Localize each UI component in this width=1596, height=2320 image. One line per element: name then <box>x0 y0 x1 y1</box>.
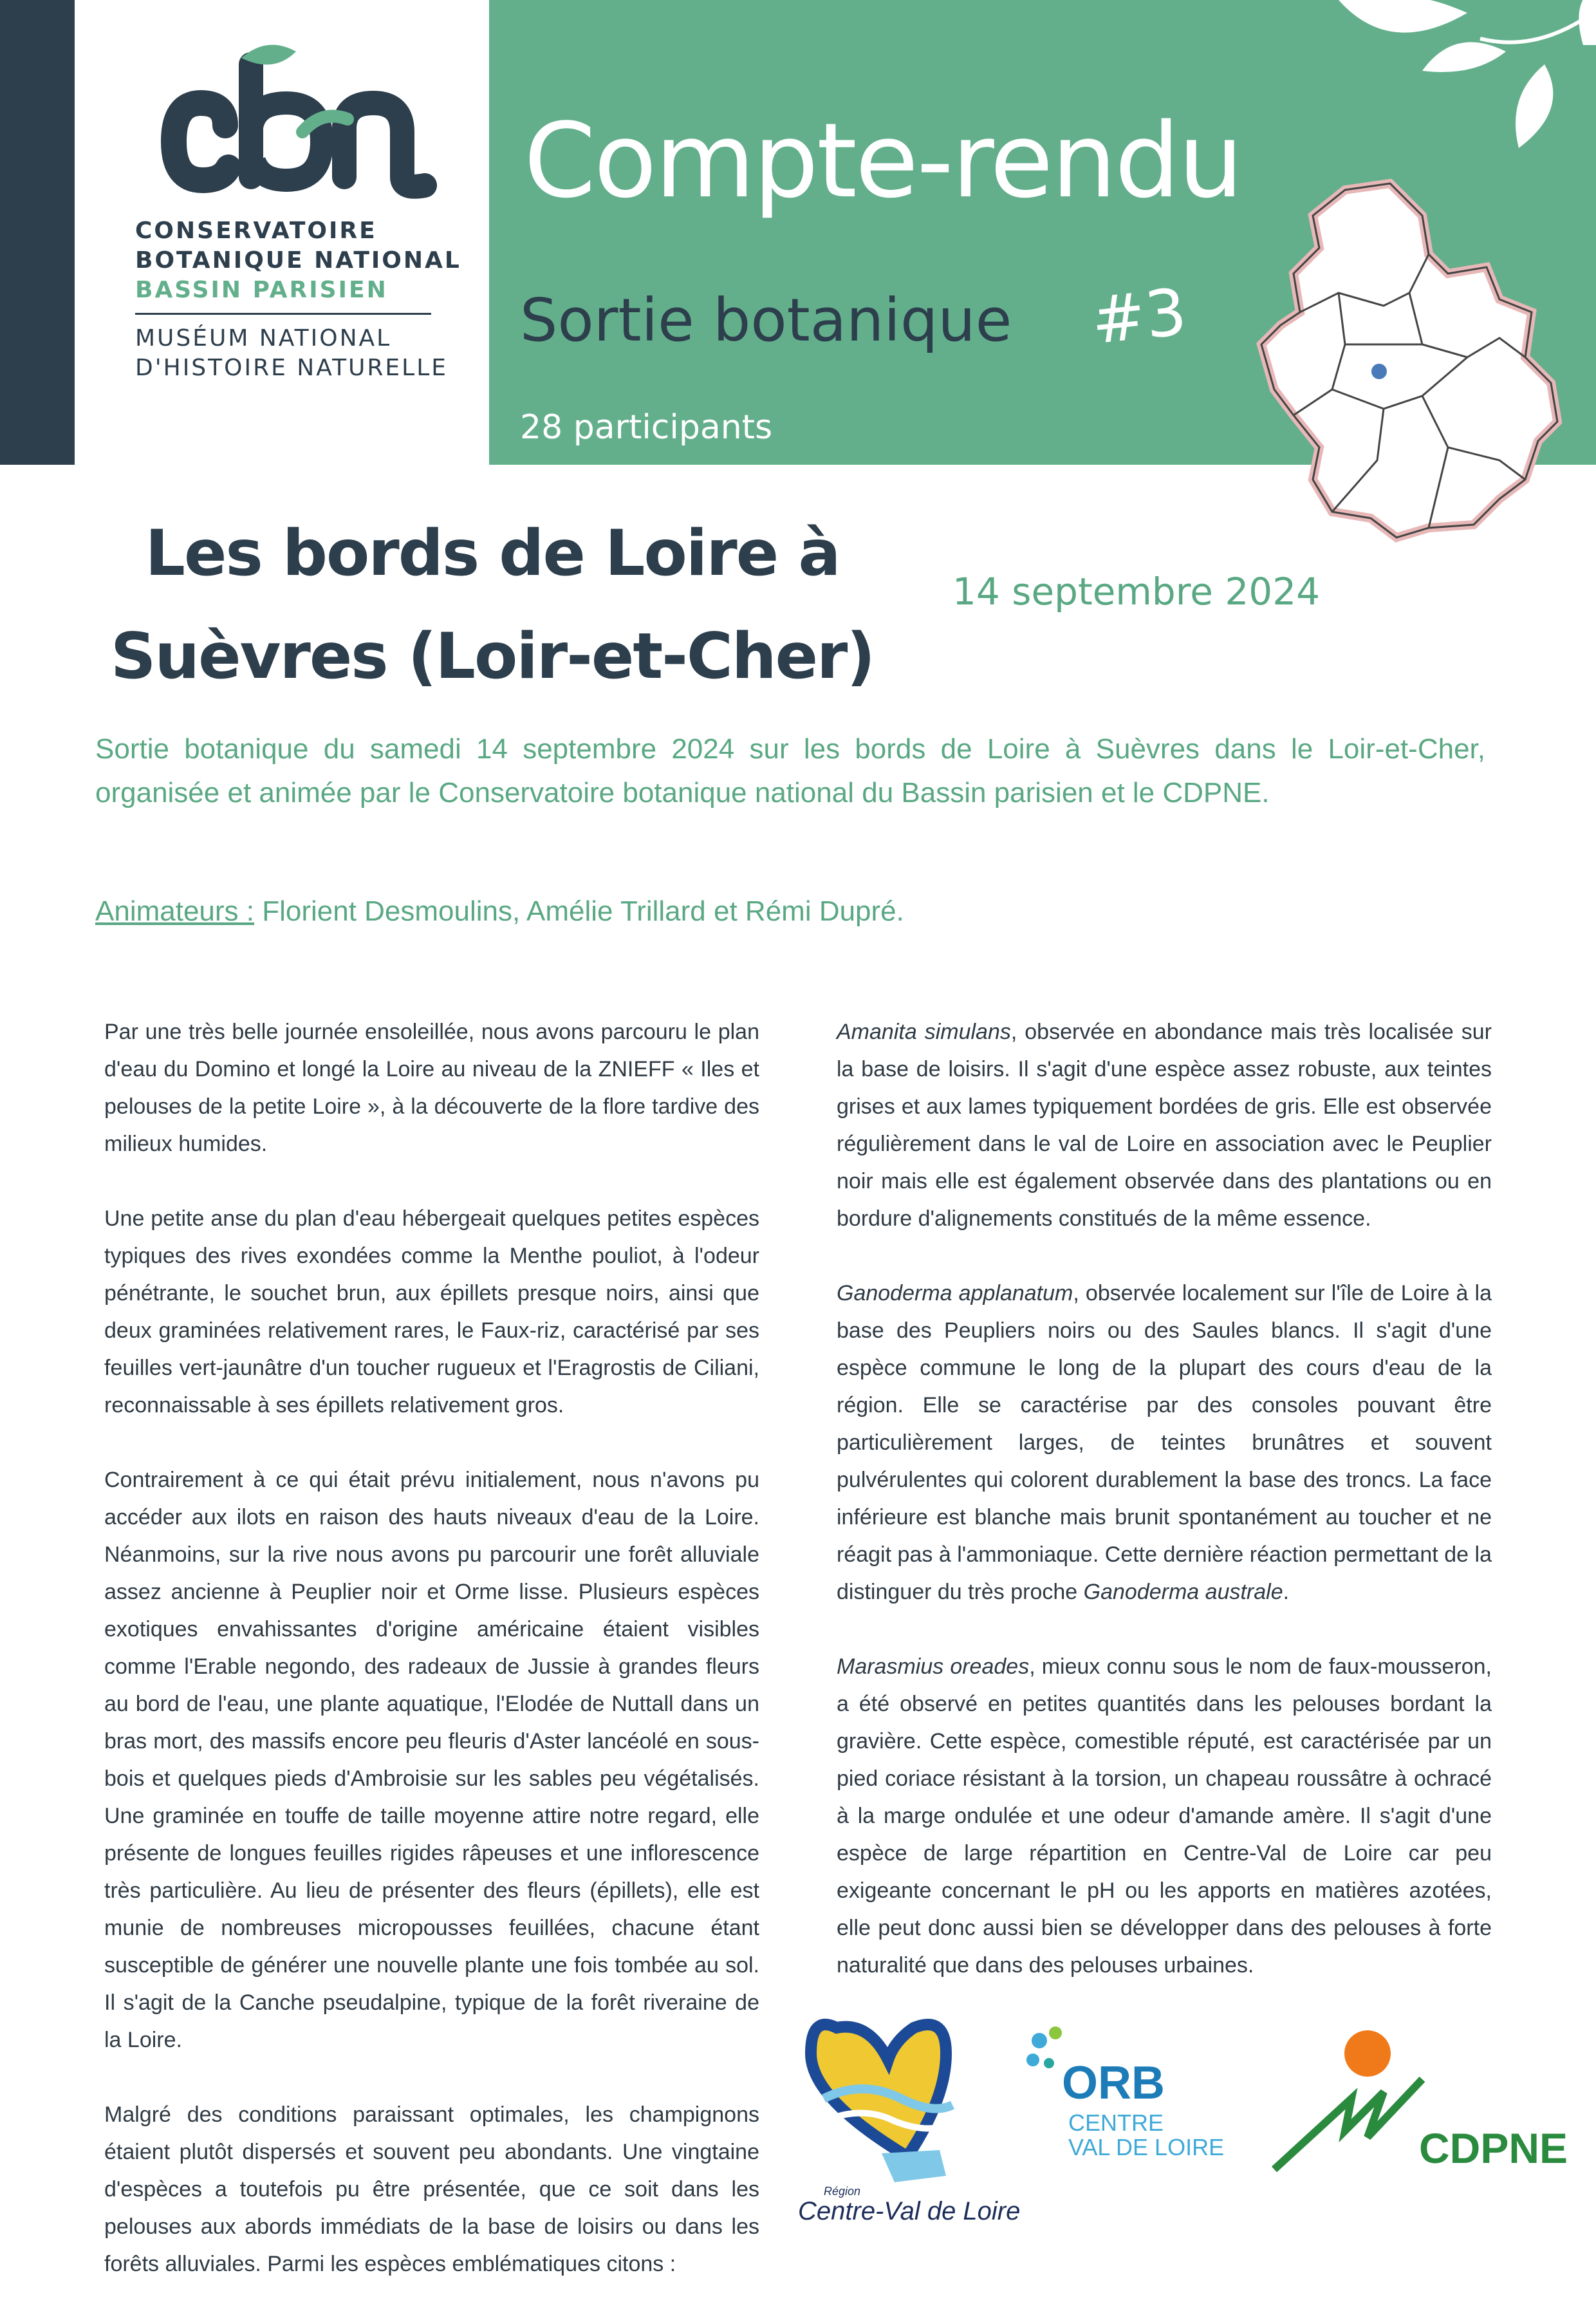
cbn-logo-text <box>135 216 461 383</box>
region-map-icon <box>1255 177 1564 550</box>
paragraph: Contrairement à ce qui était prévu initialement, nous n'avons pu accéder aux ilots en raison des hauts niveaux d'eau de la Loire. Néanmoins, sur la rive nous avons pu parcourir une forêt alluviale assez ancienne à Peuplier noir et Orme lisse. Plusieurs espèces exotiques envahissantes d'origine américaine étaient visibles comme l'Erable negondo, des radeaux de Jussie à grandes fleurs au bord de l'eau, une plante aquatique, l'Elodée de Nuttall dans un bras mort, des massifs encore peu fleuris d'Aster lancéolé en sous-bois et quelques pieds d'Ambroisie sur les sables peu végétalisés. Une graminée en touffe de taille moyenne attire notre regard, elle présente de longues feuilles rigides râpeuses et une inflorescence très particulière. Au lieu de présenter des fleurs (épillets), elle est munie de nombreuses micropousses feuillées, chacune étant susceptible de générer une nouvelle plante une fois tombée au sol. Il s'agit de la Canche pseudalpine, typique de la forêt riveraine de la Loire. <box>104 1468 759 2052</box>
region-label: Centre-Val de Loire <box>798 2197 1021 2225</box>
animators-line <box>95 890 904 933</box>
body-column-right <box>837 1013 1492 2021</box>
region-centre-val-de-loire-logo-icon <box>798 2025 1020 2225</box>
orb-title: ORB <box>1062 2057 1165 2109</box>
animators-label: Animateurs : <box>95 895 254 927</box>
header-dark-bar <box>0 0 75 465</box>
species-text: , observée en abondance mais très localisée sur la base de loisirs. Il s'agit d'une espèce assez robuste, aux teintes grises et aux lames typiquement bordées de gris. Elle est observée régulièrement dans le val de Loire en association avec le Peuplier noir mais elle est également observée dans des plantations ou en bordure d'alignements constitués de la même essence. <box>837 1020 1492 1231</box>
cdpne-logo-icon <box>1274 2030 1568 2172</box>
species-text: , mieux connu sous le nom de faux-mousseron, a été observé en petites quantités dans les pelouses bordant la gravière. Cette espèce, comestible réputé, est caractérisée par un pied coriace résistant à la torsion, un chapeau roussâtre à ochracé à la marge ondulée et une odeur d'amande amère. Il s'agit d'une espèce de large répartition en Centre-Val de Loire car peu exigeante concernant le pH ou les apports en matières azotées, elle peut donc aussi bien se développer dans des pelouses à forte naturalité que dans des pelouses urbaines. <box>837 1654 1492 1978</box>
paragraph: Une petite anse du plan d'eau hébergeait quelques petites espèces typiques des rives exondées comme la Menthe pouliot, à l'odeur pénétrante, le souchet brun, aux épillets presque noirs, ainsi que deux graminées relativement rares, le Faux-riz, caractérisé par ses feuilles vert-jaunâtre d'un toucher rugueux et l'Eragrostis de Ciliani, reconnaissable à ses épillets relativement gros. <box>104 1206 759 1417</box>
page-subtitle: Sortie botanique <box>520 286 1012 355</box>
paragraph <box>837 1648 1492 1984</box>
logo-line-4: MUSÉUM NATIONAL <box>135 325 392 351</box>
paragraph <box>837 1275 1492 1611</box>
body-column-left <box>104 1013 759 2320</box>
orb-logo-icon <box>1026 2026 1224 2160</box>
species-text: , observée localement sur l'île de Loire à la base des Peupliers noirs ou des Saules blancs. Il s'agit d'une espèce commune le long de la plupart des cours d'eau de la région. Elle se caractérise par des consoles pouvant être particulièrement larges, de teintes brunâtres et souvent pulvérulentes qui colorent durablement la base des troncs. La face inférieure est blanche mais brunit spontanément au toucher et ne réagit pas à l'ammoniaque. Cette dernière réaction permettant de la distinguer du très proche <box>837 1281 1492 1604</box>
logo-separator <box>135 313 431 315</box>
cdpne-label: CDPNE <box>1419 2124 1568 2172</box>
logo-line-1: CONSERVATOIRE <box>135 218 377 244</box>
region-small-label: Région <box>824 2185 861 2198</box>
logo-line-2: BOTANIQUE NATIONAL <box>135 247 461 274</box>
issue-number: #3 <box>1088 274 1191 359</box>
species-name: Ganoderma australe <box>1083 1580 1283 1604</box>
orb-line-2: VAL DE LOIRE <box>1068 2134 1225 2160</box>
logo-line-5: D'HISTOIRE NATURELLE <box>135 355 449 381</box>
species-name: Marasmius oreades <box>837 1654 1030 1679</box>
leaf-decoration-icon <box>1313 0 1596 154</box>
paragraph <box>837 1013 1492 1237</box>
paragraph: Malgré des conditions paraissant optimales, les champignons étaient plutôt dispersés et souvent peu abondants. Une vingtaine d'espèces a toutefois pu être présentée, que ce soit dans les pelouses aux abords immédiats de la base de loisirs ou dans les forêts alluviales. Parmi les espèces emblématiques citons : <box>104 2102 759 2276</box>
intro-paragraph: Sortie botanique du samedi 14 septembre 2024 sur les bords de Loire à Suèvres dans le Loir-et-Cher, organisée et animée par le Conservatoire botanique national du Bassin parisien et le CDPNE. <box>95 733 1485 809</box>
animators-names: Florient Desmoulins, Amélie Trillard et Rémi Dupré. <box>254 895 904 927</box>
species-name: Ganoderma applanatum <box>837 1281 1073 1305</box>
article-title: Les bords de Loire à Suèvres (Loir-et-Cher) <box>110 517 875 693</box>
logo-line-3: BASSIN PARISIEN <box>135 277 388 303</box>
participants-count: 28 participants <box>520 408 773 447</box>
article-date: 14 septembre 2024 <box>952 570 1320 613</box>
cbn-logo-icon <box>129 39 450 212</box>
paragraph: Par une très belle journée ensoleillée, nous avons parcouru le plan d'eau du Domino et longé la Loire au niveau de la ZNIEFF « Iles et pelouses de la petite Loire », à la découverte de la flore tardive des milieux humides. <box>104 1020 759 1156</box>
species-text: . <box>1283 1580 1290 1604</box>
partner-logos <box>785 2002 1577 2234</box>
orb-line-1: CENTRE <box>1068 2110 1164 2136</box>
page-title: Compte-rendu <box>524 100 1242 221</box>
species-name: Amanita simulans <box>837 1020 1011 1044</box>
